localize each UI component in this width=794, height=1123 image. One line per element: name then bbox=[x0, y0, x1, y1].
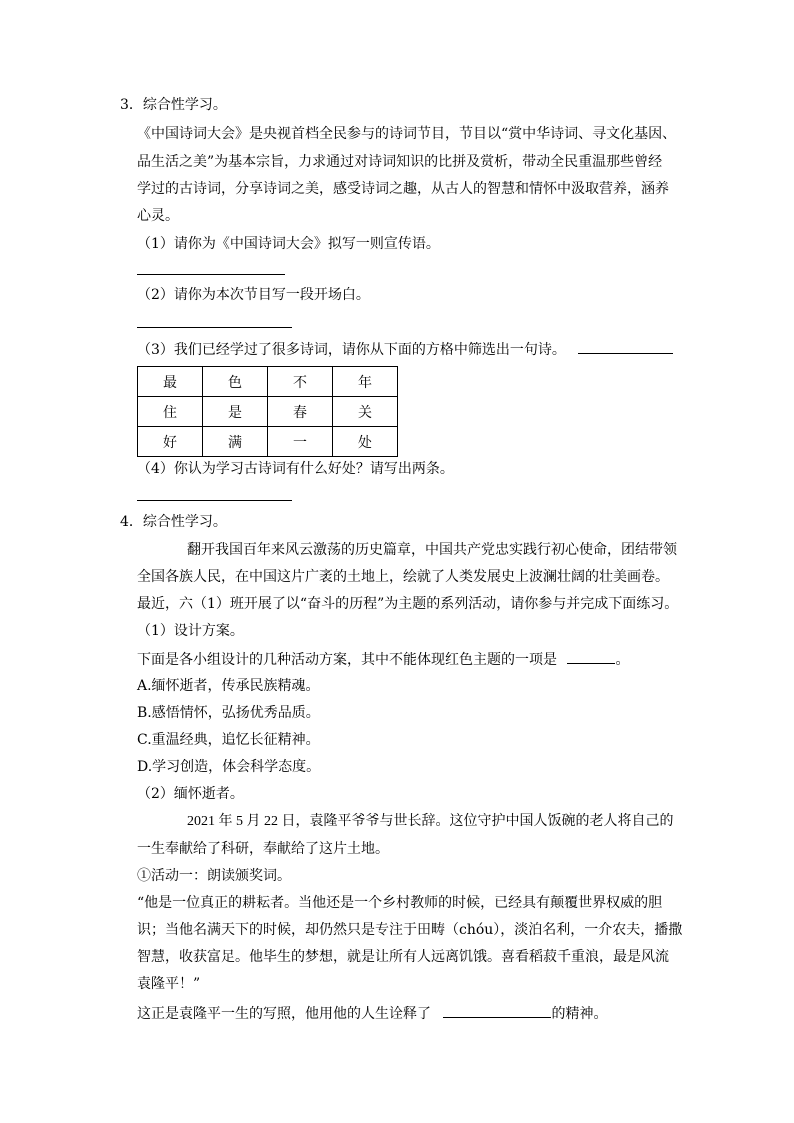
q3-sub1-answer-blank[interactable] bbox=[137, 274, 285, 275]
option-d: D.学习创造，体会科学态度。 bbox=[137, 759, 321, 775]
q4-sub1-text: 下面是各小组设计的几种活动方案，其中不能体现红色主题的一项是 bbox=[137, 652, 557, 668]
award-quote-line-2: 识；当他名满天下的时候，却仍然只是专注于田畴（chóu），淡泊名利，一介农夫，播撒 bbox=[137, 922, 683, 938]
award-quote-line-1: “他是一位真正的耕耘者。当他还是一个乡村教师的时候，已经具有颠覆世界权威的胆 bbox=[137, 895, 663, 911]
q4-final-pre: 这正是袁隆平一生的写照，他用他的人生诠释了 bbox=[137, 1006, 431, 1022]
grid-cell[interactable]: 一 bbox=[268, 427, 333, 457]
q4-para2-line-1: 2021 年 5 月 22 日，袁隆平爷爷与世长辞。这位守护中国人饭碗的老人将自己的 bbox=[187, 814, 674, 829]
grid-cell[interactable]: 满 bbox=[203, 427, 268, 457]
grid-row bbox=[138, 427, 398, 457]
q3-para-line-2: 品生活之美”为基本宗旨，力求通过对诗词知识的比拼及赏析，带动全民重温那些曾经 bbox=[137, 154, 663, 170]
option-c: C.重温经典，追忆长征精神。 bbox=[137, 732, 320, 748]
q4-final-answer-blank[interactable] bbox=[443, 1003, 551, 1018]
grid-cell[interactable]: 是 bbox=[203, 397, 268, 427]
q3-sub2-answer-blank[interactable] bbox=[137, 327, 292, 328]
q3-sub1: （1）请你为《中国诗词大会》拟写一则宣传语。 bbox=[137, 236, 440, 252]
q3-para-line-4: 心灵。 bbox=[137, 208, 179, 224]
grid-cell[interactable]: 好 bbox=[138, 427, 203, 457]
grid-cell[interactable]: 处 bbox=[333, 427, 398, 457]
grid-cell[interactable]: 住 bbox=[138, 397, 203, 427]
q4-para-line-1: 翻开我国百年来风云激荡的历史篇章，中国共产党忠实践行初心使命，团结带领 bbox=[187, 542, 677, 558]
activity-one-label: ①活动一：朗读颁奖词。 bbox=[137, 868, 291, 884]
grid-cell[interactable]: 不 bbox=[268, 367, 333, 397]
option-b: B.感悟情怀，弘扬优秀品质。 bbox=[137, 705, 320, 721]
q4-para2-line-2: 一生奉献给了科研，奉献给了这片土地。 bbox=[137, 841, 389, 857]
character-grid bbox=[137, 366, 398, 457]
q4-para-line-3: 最近，六（1）班开展了以“奋斗的历程”为主题的系列活动，请你参与并完成下面练习。 bbox=[137, 596, 679, 612]
q4-final-post: 的精神。 bbox=[551, 1006, 608, 1022]
grid-cell[interactable]: 色 bbox=[203, 367, 268, 397]
q3-para-line-1: 《中国诗词大会》是央视首档全民参与的诗词节目，节目以“赏中华诗词、寻文化基因、 bbox=[137, 126, 677, 142]
award-quote-line-4: 袁隆平！” bbox=[137, 976, 201, 992]
q4-para-line-2: 全国各族人民，在中国这片广袤的土地上，绘就了人类发展史上波澜壮阔的壮美画卷。 bbox=[137, 569, 669, 585]
grid-cell[interactable]: 年 bbox=[333, 367, 398, 397]
q4-final-question bbox=[137, 1003, 607, 1023]
q3-heading: 3．综合性学习。 bbox=[120, 97, 227, 113]
grid-cell[interactable]: 最 bbox=[138, 367, 203, 397]
q4-sub1-answer-blank[interactable] bbox=[567, 649, 615, 664]
q4-sub1-tail: 。 bbox=[615, 652, 630, 668]
q4-sub1: （1）设计方案。 bbox=[137, 623, 244, 639]
option-a: A.缅怀逝者，传承民族精魂。 bbox=[137, 678, 320, 694]
q3-sub3: （3）我们已经学过了很多诗词，请你从下面的方格中筛选出一句诗。 bbox=[137, 342, 566, 358]
q3-sub4: （4）你认为学习古诗词有什么好处？请写出两条。 bbox=[137, 461, 454, 477]
grid-cell[interactable]: 关 bbox=[333, 397, 398, 427]
award-quote-line-3: 智慧，收获富足。他毕生的梦想，就是让所有人远离饥饿。喜看稻菽千重浪，最是风流 bbox=[137, 949, 669, 965]
q4-heading: 4．综合性学习。 bbox=[120, 514, 227, 530]
q3-sub2: （2）请你为本次节目写一段开场白。 bbox=[137, 287, 370, 303]
q3-sub3-answer-blank[interactable] bbox=[578, 353, 673, 354]
grid-cell[interactable]: 春 bbox=[268, 397, 333, 427]
q4-sub1-question bbox=[137, 649, 629, 669]
q3-para-line-3: 学过的古诗词，分享诗词之美，感受诗词之趣，从古人的智慧和情怀中汲取营养，涵养 bbox=[137, 181, 669, 197]
grid-row bbox=[138, 367, 398, 397]
q3-sub4-answer-blank[interactable] bbox=[137, 500, 292, 501]
grid-row bbox=[138, 397, 398, 427]
q4-sub2: （2）缅怀逝者。 bbox=[137, 786, 244, 802]
